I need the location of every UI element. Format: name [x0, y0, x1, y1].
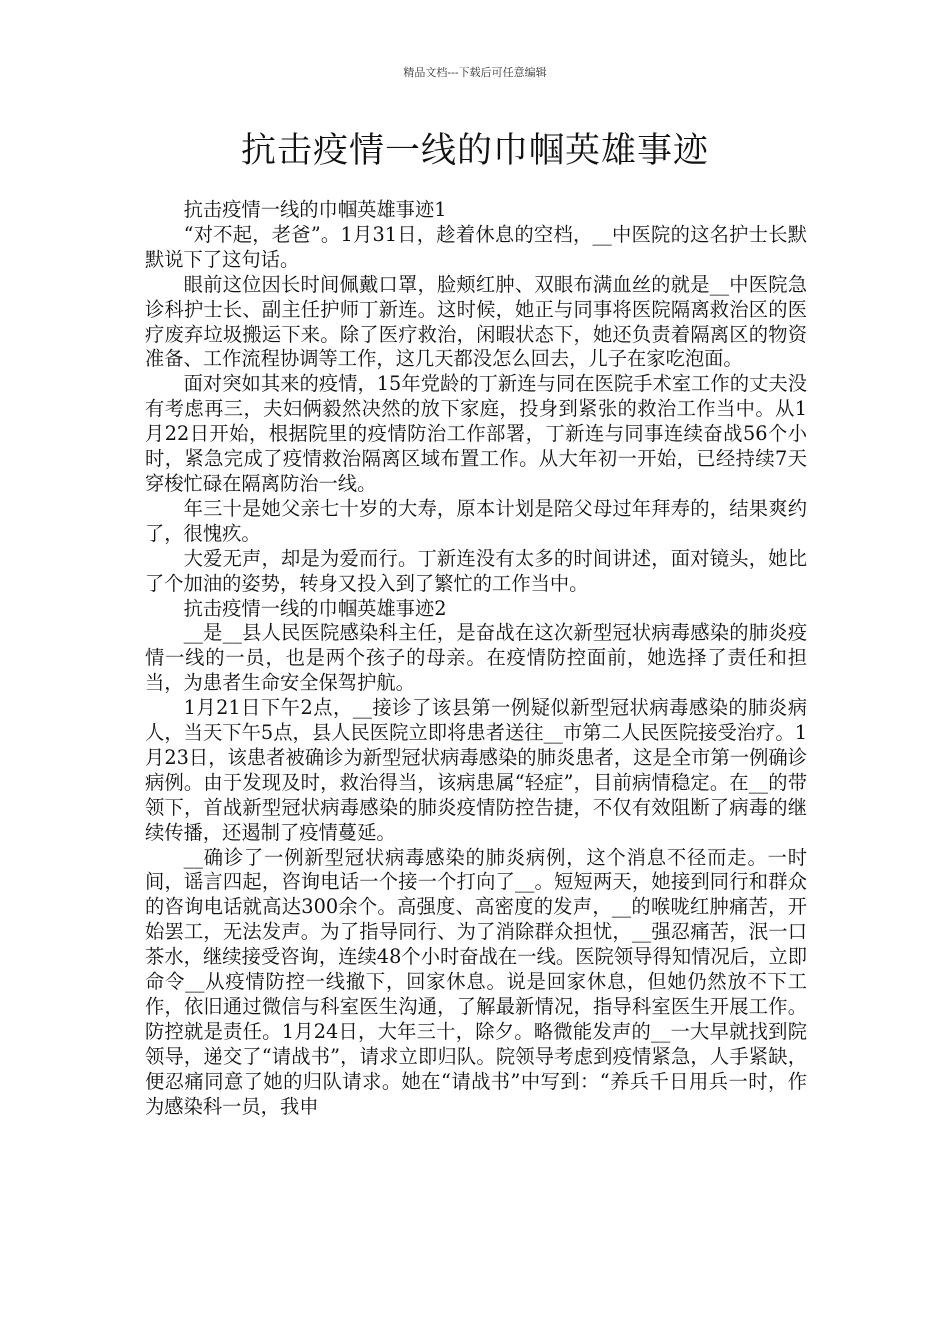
paragraph: __确诊了一例新型冠状病毒感染的肺炎病例，这个消息不径而走。一时间，谣言四起，咨询电话一个接一个打向了__。短短两天，她接到同行和群众的咨询电话就高达300余个。高强度、高密度的发声，__的喉咙红肿痛苦，开始罢工，无法发声。为了指导同行、为了消除群众担忧，__强忍痛苦，泯一口茶水，继续接受咨询，连续48个小时奋战在一线。医院领导得知情况后，立即命令__从疫情防控一线撤下，回家休息。说是回家休息，但她仍然放不下工作，依旧通过微信与科室医生沟通，了解最新情况，指导科室医生开展工作。防控就是责任。1月24日，大年三十，除夕。略微能发声的__一大早就找到院领导，递交了“请战书”，请求立即归队。院领导考虑到疫情紧急，人手紧缺，便忍痛同意了她的归队请求。她在“请战书”中写到：“养兵千日用兵一时，作为感染科一员，我申: [145, 845, 807, 1118]
paragraph: 年三十是她父亲七十岁的大寿，原本计划是陪父母过年拜寿的，结果爽约了，很愧疚。: [145, 496, 807, 545]
paragraph: “对不起，老爸”。1月31日，趁着休息的空档，__中医院的这名护士长默默说下了这句话。: [145, 222, 807, 271]
page-header: 精品文档---下载后可任意编辑: [403, 66, 547, 79]
paragraph: 面对突如其来的疫情，15年党龄的丁新连与同在医院手术室工作的丈夫没有考虑再三，夫妇俩毅然决然的放下家庭，投身到紧张的救治工作当中。从1月22日开始，根据院里的疫情防治工作部署，丁新连与同事连续奋战56个小时，紧急完成了疫情救治隔离区域布置工作。从大年初一开始，已经持续7天穿梭忙碌在隔离防治一线。: [145, 372, 807, 495]
paragraph: 1月21日下午2点，__接诊了该县第一例疑似新型冠状病毒感染的肺炎病人，当天下午5点，县人民医院立即将患者送往__市第二人民医院接受治疗。1月23日，该患者被确诊为新型冠状病毒感染的肺炎患者，这是全市第一例确诊病例。由于发现及时，救治得当，该病患属“轻症”，目前病情稳定。在__的带领下，首战新型冠状病毒感染的肺炎疫情防控告捷，不仅有效阻断了病毒的继续传播，还遏制了疫情蔓延。: [145, 696, 807, 844]
paragraph: 眼前这位因长时间佩戴口罩，脸颊红肿、双眼布满血丝的就是__中医院急诊科护士长、副主任护师丁新连。这时候，她正与同事将医院隔离救治区的医疗废弃垃圾搬运下来。除了医疗救治，闲暇状态下，她还负责着隔离区的物资准备、工作流程协调等工作，这几天都没怎么回去，儿子在家吃泡面。: [145, 272, 807, 371]
document-title: 抗击疫情一线的巾帼英雄事迹: [240, 131, 709, 171]
paragraph: __是__县人民医院感染科主任，是奋战在这次新型冠状病毒感染的肺炎疫情一线的一员，也是两个孩子的母亲。在疫情防控面前，她选择了责任和担当，为患者生命安全保驾护航。: [145, 621, 807, 695]
section-heading-1: 抗击疫情一线的巾帼英雄事迹1: [183, 198, 447, 221]
document-body: [145, 198, 807, 1120]
section-heading-2: 抗击疫情一线的巾帼英雄事迹2: [183, 596, 447, 620]
paragraph: 大爱无声，却是为爱而行。丁新连没有太多的时间讲述，面对镜头，她比了个加油的姿势，转身又投入到了繁忙的工作当中。: [145, 546, 807, 595]
